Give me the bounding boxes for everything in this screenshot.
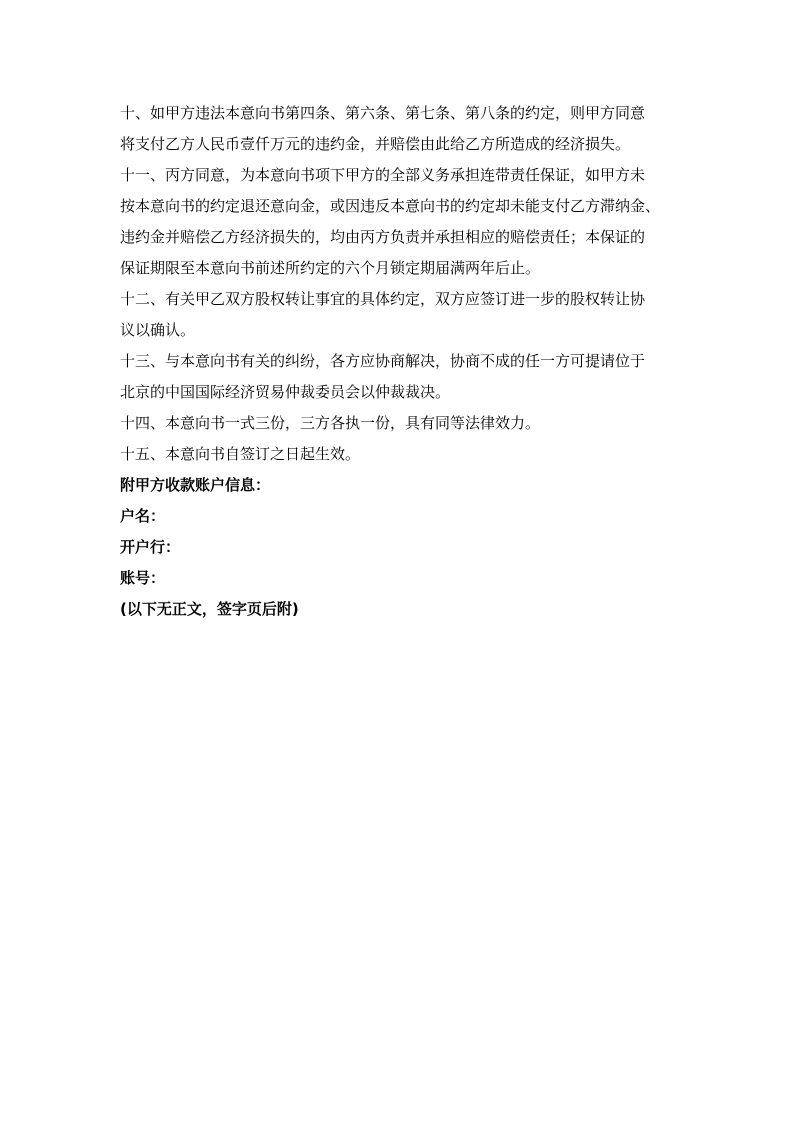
clause-10-line-1: 十、如甲方违法本意向书第四条、第六条、第七条、第八条的约定，则甲方同意	[120, 104, 646, 122]
account-number-label: 账号：	[120, 569, 166, 587]
end-of-text-note: (以下无正文，签字页后附)	[120, 600, 299, 618]
account-info-heading: 附甲方收款账户信息：	[120, 476, 271, 494]
clause-10-line-2: 将支付乙方人民币壹仟万元的违约金，并赔偿由此给乙方所造成的经济损失。	[120, 135, 631, 153]
clause-13-line-2: 北京的中国国际经济贸易仲裁委员会以仲裁裁决。	[120, 383, 451, 401]
clause-14: 十四、本意向书一式三份，三方各执一份，具有同等法律效力。	[120, 414, 541, 432]
clause-15: 十五、本意向书自签订之日起生效。	[120, 445, 361, 463]
document-body	[120, 98, 680, 625]
bank-label: 开户行：	[120, 538, 181, 556]
clause-13-line-1: 十三、与本意向书有关的纠纷，各方应协商解决，协商不成的任一方可提请位于	[120, 352, 646, 370]
account-name-label: 户名：	[120, 507, 166, 525]
clause-11-line-1: 十一、丙方同意，为本意向书项下甲方的全部义务承担连带责任保证，如甲方未	[120, 166, 646, 184]
clause-12-line-1: 十二、有关甲乙双方股权转让事宜的具体约定，双方应签订进一步的股权转让协	[120, 290, 646, 308]
clause-12-line-2: 议以确认。	[120, 321, 196, 339]
clause-11-line-3: 违约金并赔偿乙方经济损失的，均由丙方负责并承担相应的赔偿责任；本保证的	[120, 228, 646, 246]
clause-11-line-4: 保证期限至本意向书前述所约定的六个月锁定期届满两年后止。	[120, 259, 541, 277]
clause-11-line-2: 按本意向书的约定退还意向金，或因违反本意向书的约定却未能支付乙方滞纳金、	[120, 197, 661, 215]
